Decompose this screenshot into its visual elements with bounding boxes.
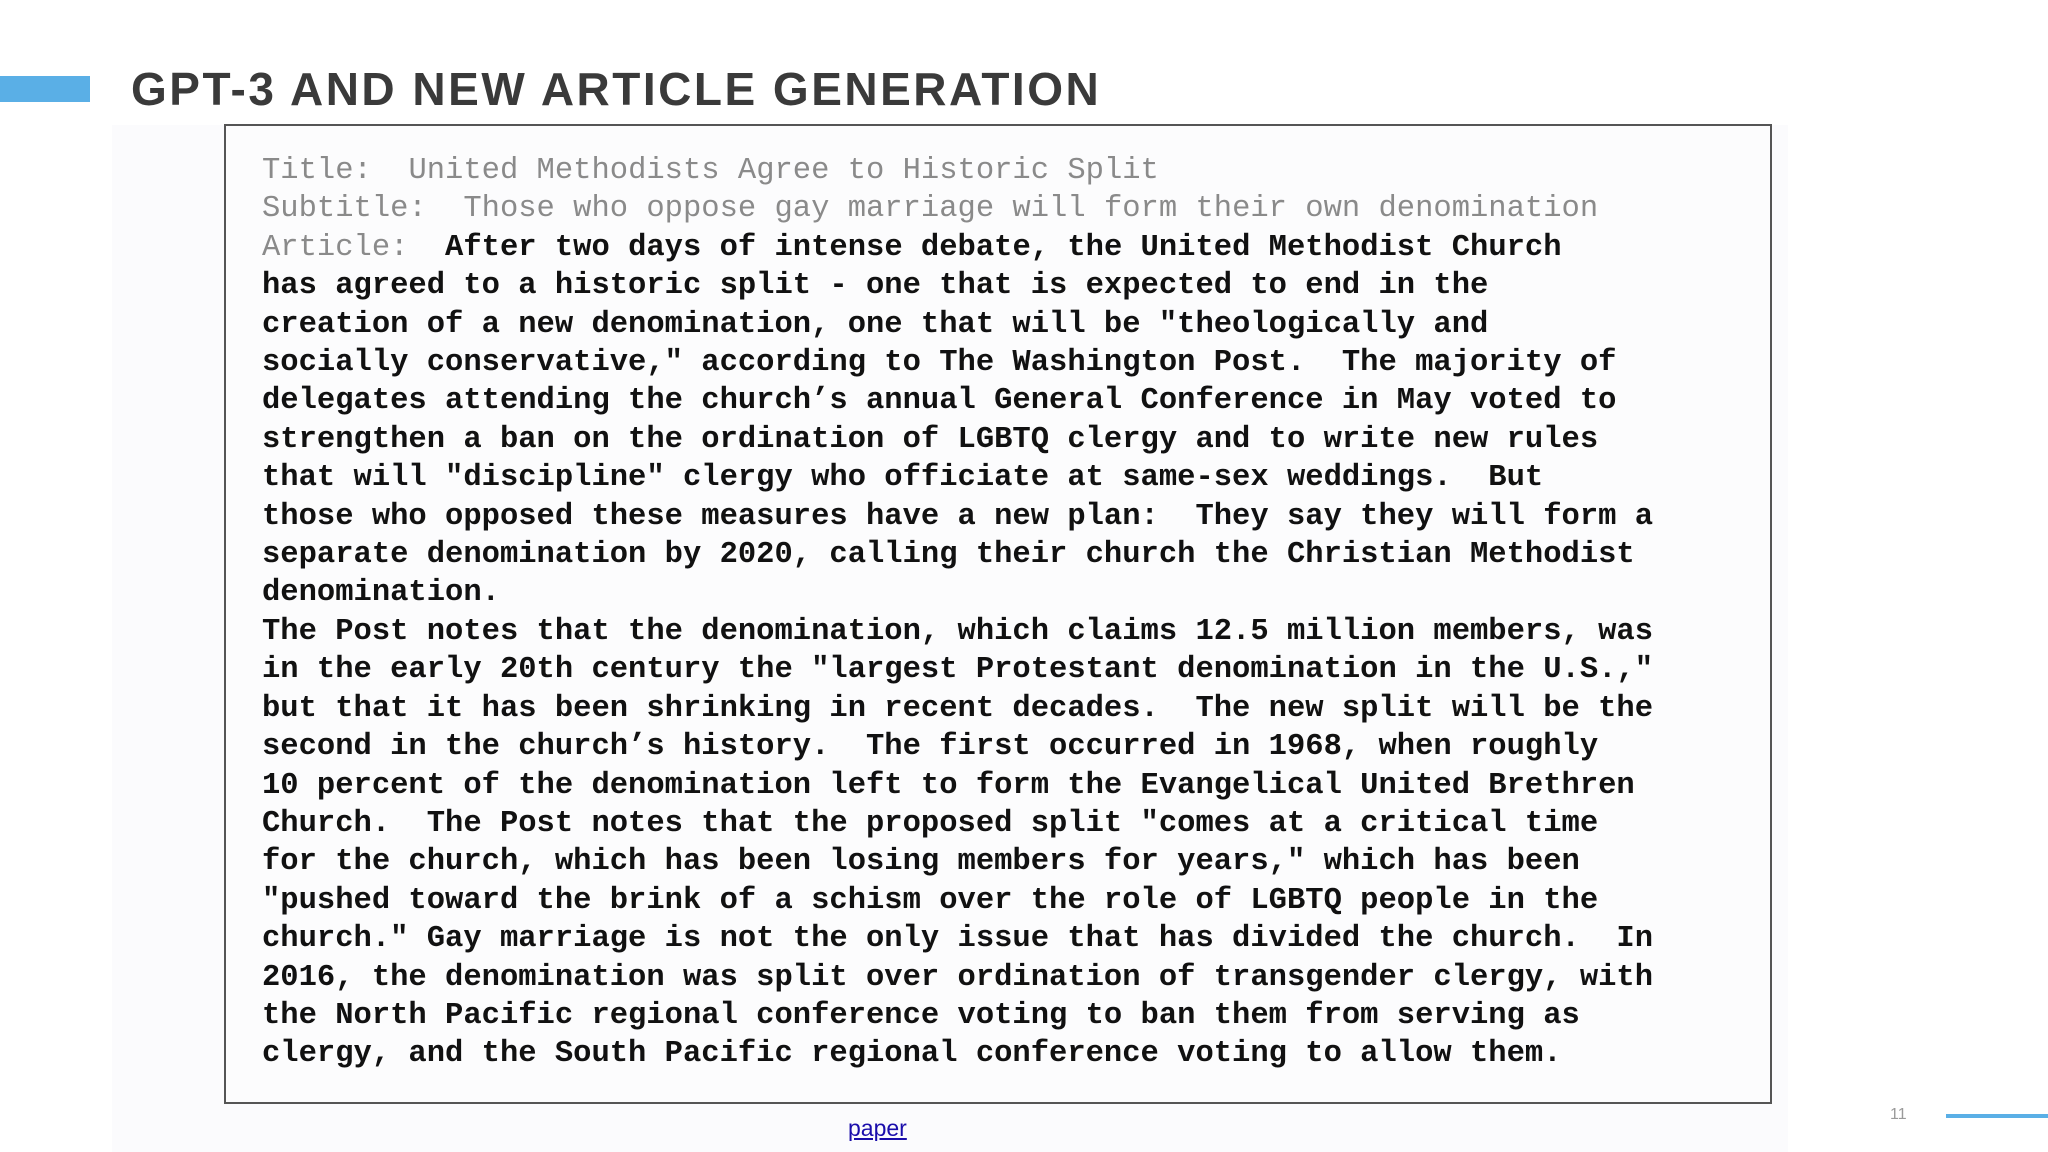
article-body-line: church." Gay marriage is not the only issue that has divided the church. In xyxy=(262,922,1654,957)
slide-title: GPT-3 AND NEW ARTICLE GENERATION xyxy=(131,63,1102,115)
article-first-text: After two days of intense debate, the United Methodist Church xyxy=(445,230,1562,265)
article-body-line: "pushed toward the brink of a schism over the role of LGBTQ people in the xyxy=(262,883,1599,918)
article-subtitle: Those who oppose gay marriage will form their own denomination xyxy=(463,192,1599,227)
article-body-line: separate denomination by 2020, calling their church the Christian Methodist xyxy=(262,538,1635,573)
article-body-line: in the early 20th century the "largest Protestant denomination in the U.S.," xyxy=(262,653,1654,688)
article-body-line: those who opposed these measures have a new plan: They say they will form a xyxy=(262,499,1654,534)
article-body-line: delegates attending the church’s annual General Conference in May voted to xyxy=(262,384,1617,419)
title-label: Title: xyxy=(262,154,372,188)
article-title: United Methodists Agree to Historic Split xyxy=(408,154,1159,188)
subtitle-label: Subtitle: xyxy=(262,192,427,227)
article-body-line: that will "discipline" clergy who officiate at same-sex weddings. But xyxy=(262,461,1544,496)
page-number: 11 xyxy=(1890,1106,1907,1123)
article-body-line: 10 percent of the denomination left to form the Evangelical United Brethren xyxy=(262,768,1635,803)
article-figure xyxy=(224,124,1772,1104)
article-body-line: strengthen a ban on the ordination of LGBTQ clergy and to write new rules xyxy=(262,422,1599,457)
article-title-line xyxy=(262,152,1750,190)
article-body-line: for the church, which has been losing members for years," which has been xyxy=(262,845,1580,880)
accent-line-right xyxy=(1946,1114,2048,1118)
article-body-line: second in the church’s history. The first occurred in 1968, when roughly xyxy=(262,730,1599,765)
article-body-line: Church. The Post notes that the proposed split "comes at a critical time xyxy=(262,806,1599,841)
article-first-line xyxy=(262,229,1750,267)
article-body-line: but that it has been shrinking in recent decades. The new split will be the xyxy=(262,691,1654,726)
article-subtitle-line xyxy=(262,190,1750,228)
article-body-line: the North Pacific regional conference voting to ban them from serving as xyxy=(262,998,1580,1033)
article-body-line: clergy, and the South Pacific regional conference voting to allow them. xyxy=(262,1037,1562,1072)
article-label: Article: xyxy=(262,230,409,265)
article-body-line: denomination. xyxy=(262,576,500,611)
paper-link[interactable]: paper xyxy=(848,1115,907,1141)
article-body-line: has agreed to a historic split - one that is expected to end in the xyxy=(262,269,1489,304)
article-text xyxy=(262,152,1750,1074)
article-body-line: creation of a new denomination, one that will be "theologically and xyxy=(262,307,1489,342)
article-body-line: 2016, the denomination was split over ordination of transgender clergy, with xyxy=(262,960,1654,995)
article-body-line: socially conservative," according to The Washington Post. The majority of xyxy=(262,346,1617,381)
article-body-line: The Post notes that the denomination, which claims 12.5 million members, was xyxy=(262,614,1654,649)
accent-bar-left xyxy=(0,76,90,102)
